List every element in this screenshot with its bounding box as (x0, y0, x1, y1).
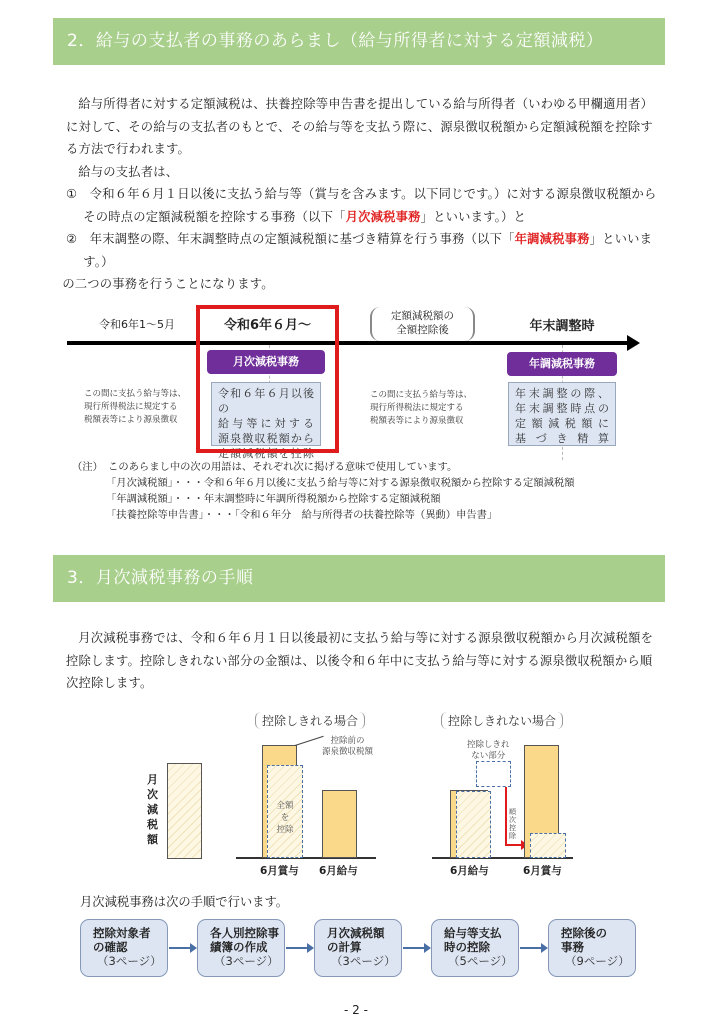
section-3-intro: 月次減税事務では、令和６年６月１日以後最初に支払う給与等に対する源泉徴収税額から月次減税額を控除します。控除しきれない部分の金額は、以後令和６年中に支払う給与等に対する源泉徴収税額から順次控除します。 (66, 631, 654, 690)
year-end-reduction-term: 年調減税事務 (514, 232, 590, 246)
section-2-body (62, 93, 660, 296)
step-arrow-icon (169, 947, 195, 949)
full-deduction-label (272, 800, 298, 836)
conclusion: の二つの事務を行うことになります。 (62, 277, 274, 291)
notes-heading: （注） このあらまし中の次の用語は、それぞれ次に掲げる意味で使用しています。 (72, 461, 458, 473)
page-number: - 2 - (344, 1003, 368, 1017)
section-3-body (66, 627, 660, 695)
inner-line: を (280, 813, 290, 823)
deducted-portion-box (456, 791, 491, 858)
step-page: （3ページ） (97, 954, 162, 968)
item-2-tail: 」といいます。） (83, 232, 653, 269)
arrow-label-char: 除 (509, 832, 516, 840)
x-label-june-salary: 6月給与 (319, 865, 358, 877)
step-page: （9ページ） (565, 954, 630, 968)
item-2 (66, 228, 660, 273)
box-line: 年末調整の際、 (515, 387, 609, 400)
box-line: 令和６年６月以後の (218, 387, 314, 415)
inner-line: 全額 (276, 801, 294, 811)
bracket-line-2: 全額控除後 (396, 324, 449, 336)
note-item: 「扶養控除等申告書」・・・「令和６年分 給与所得者の扶養控除等（異動）申告書」 (106, 509, 498, 521)
step-deduct-at-payment (431, 919, 519, 977)
callout-line-text: 控除しきれ (467, 740, 510, 750)
june-highlight-frame (196, 305, 339, 453)
step-page: （5ページ） (448, 954, 513, 968)
remaining-portion-box (476, 761, 511, 787)
sequential-deduction-box (530, 833, 566, 858)
june-salary-bar (322, 790, 357, 858)
note-line: 税額表等により源泉徴収 (84, 415, 178, 425)
monthly-reduction-tag: 月次減税事務 (207, 350, 325, 374)
note-line: 現行所得税法に規定する (84, 402, 178, 412)
note-item: 「月次減税額」・・・令和６年６月以後に支払う給与等に対する源泉徴収税額から控除する定額減税額 (106, 477, 575, 489)
step-confirm-eligible (80, 919, 168, 977)
arrow-label-char: 順 (509, 808, 516, 816)
item-2-text: ② 年末調整の際、年末調整時点の定額減税額に基づき精算を行う事務（以下「 (66, 232, 515, 246)
callout-line-text: 源泉徴収税額 (322, 747, 374, 757)
label-period-june: 令和6年６月～ (223, 318, 312, 333)
item-1 (66, 183, 660, 228)
box-line: 基づき精算 (515, 432, 609, 445)
step-title: 月次減税額 (327, 926, 385, 940)
monthly-reduction-axis-label: 月次減税額 (147, 773, 158, 846)
box-line: 年末調整時点の (515, 402, 609, 415)
section-3-header: 3．月次減税事務の手順 (53, 555, 665, 602)
sequential-deduction-label (509, 808, 517, 840)
step-arrow-icon (403, 947, 429, 949)
step-title: 時の控除 (444, 940, 490, 954)
carry-over-line (505, 787, 507, 846)
step-arrow-icon (286, 947, 312, 949)
case-fully-deductible-title: 控除しきれる場合 (255, 712, 365, 729)
label-after-full-deduction (370, 309, 475, 337)
step-title: の確認 (93, 940, 128, 954)
note-after-full-deduction (370, 389, 472, 428)
note-line: 現行所得税法に規定する (370, 403, 464, 413)
step-title: 績簿の作成 (210, 940, 268, 954)
timeline-arrow-head-icon (627, 335, 640, 351)
x-label-june-bonus: 6月賞与 (260, 865, 299, 877)
item-1-tail: 」といいます。）と (420, 209, 526, 224)
step-title: 事務 (561, 940, 584, 954)
item-1-text: ① 令和６年６月１日以後に支払う給与等（賞与を含みます。以下同じです。）に対する源泉徴収税額からその時点の定額減税額を控除する事務（以下「 (66, 187, 657, 224)
arrow-label-char: 控 (509, 824, 516, 832)
x-label-june-salary-case-2: 6月給与 (450, 865, 489, 877)
step-page: （3ページ） (214, 954, 279, 968)
step-title: 控除後の (561, 926, 607, 940)
box-line: 定額減税額に (515, 417, 609, 430)
monthly-reduction-term: 月次減税事務 (345, 209, 421, 224)
box-line: 源泉徴収税額から (218, 432, 314, 445)
note-jan-may (84, 388, 186, 427)
section-2-header: 2．給与の支払者の事務のあらまし（給与所得者に対する定額減税） (53, 18, 665, 65)
step-title: の計算 (327, 940, 362, 954)
inner-line: 控除 (276, 825, 294, 835)
callout-line-text: ない部分 (471, 751, 506, 761)
note-line: この間に支払う給与等は、 (370, 390, 473, 400)
before-deduction-callout (322, 736, 373, 758)
callout-line (295, 736, 324, 746)
case-not-fully-deductible-title: 控除しきれない場合 (441, 712, 563, 729)
step-post-deduction (548, 919, 636, 977)
monthly-reduction-bar (167, 763, 202, 859)
timeline-axis (67, 341, 630, 345)
year-end-reduction-tag: 年調減税事務 (507, 352, 617, 376)
step-page: （3ページ） (331, 954, 396, 968)
remaining-portion-callout (467, 740, 510, 762)
terminology-notes (72, 459, 575, 523)
step-title: 控除対象者 (93, 926, 151, 940)
intro-paragraph: 給与所得者に対する定額減税は、扶養控除等申告書を提出している給与所得者（いわゆる甲欄適用者）に対して、その給与の支払者のもとで、その給与等を支払う際に、源泉徴収税額から定額減税額を控除する方法で行われます。 (66, 97, 654, 156)
note-item: 「年調減税額」・・・年末調整時に年調所得税額から控除する定額減税額 (106, 493, 441, 505)
step-arrow-icon (520, 947, 546, 949)
bracket-line-1: 定額減税額の (391, 310, 454, 322)
box-line: 給与等に対する (218, 417, 314, 430)
arrow-label-char: 次 (509, 816, 516, 824)
note-line: この間に支払う給与等は、 (84, 389, 187, 399)
step-title: 給与等支払 (444, 926, 502, 940)
callout-line-text: 控除前の (330, 736, 365, 746)
x-label-june-bonus-case-2: 6月賞与 (523, 865, 562, 877)
step-calculate (314, 919, 402, 977)
step-create-ledger (197, 919, 285, 977)
payer-intro: 給与の支払者は、 (78, 164, 179, 179)
note-line: 税額表等により源泉徴収 (370, 416, 464, 426)
step-title: 各人別控除事 (210, 926, 279, 940)
label-period-jan-may: 令和6年1～5月 (99, 318, 175, 331)
label-year-end: 年末調整時 (529, 319, 595, 334)
year-end-process-box (508, 382, 616, 446)
procedure-intro: 月次減税事務は次の手順で行います。 (80, 895, 289, 909)
box-line: 定額減税額を控除 (218, 447, 314, 460)
